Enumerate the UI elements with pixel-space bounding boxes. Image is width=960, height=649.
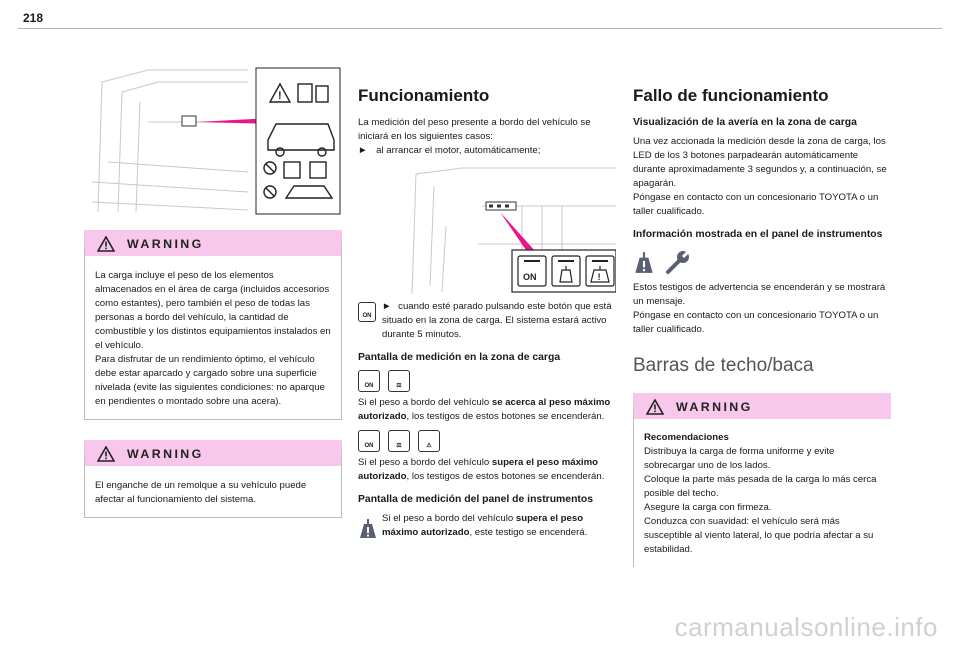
section-title-funcionamiento: Funcionamiento — [358, 86, 490, 105]
overload-button-lit-icon: ⚠ — [418, 430, 440, 452]
cargo-buttons-illustration — [382, 166, 616, 294]
icon-row-over-max — [358, 430, 616, 452]
left-column — [84, 62, 342, 518]
fault-instrument-text: Estos testigos de advertencia se encenderán y se mostrará un mensaje. Póngase en contacto con un concesionario TOYOTA o un taller cualificado. — [633, 282, 886, 335]
icon-row-near-max — [358, 370, 616, 392]
subsection-fault-instrument: Información mostrada en el panel de instrumentos — [633, 229, 883, 240]
warning-body: La carga incluye el peso de los elementos almacenados en el área de carga (incluidos accesorios como estantes), pero también el peso de todas las personas a bordo del vehículo, la cantidad de combustible y los distintos equipamientos instalados en el vehículo. Para disfrutar de un rendimiento óptimo, el vehículo debe estar aparcado y cargado sobre una superficie nivelada (evite las siguientes condiciones: no aparque en pendientes o montado sobre una acera). — [95, 270, 331, 407]
subsection-cargo-display: Pantalla de medición en la zona de carga — [358, 352, 561, 363]
warning-body: El enganche de un remolque a su vehículo puede afectar al funcionamiento del sistema. — [95, 480, 307, 505]
svg-text:!: ! — [597, 272, 601, 282]
fault-icons — [633, 249, 891, 275]
middle-column — [358, 62, 616, 540]
bullet-text: cuando esté parado pulsando este botón que está situado en la zona de carga. El sistema estará activo durante 5 minutos. — [382, 301, 612, 340]
warning-head — [97, 446, 204, 462]
warning-title: WARNING — [127, 447, 204, 461]
bullet-arrow-icon: ► — [382, 301, 392, 312]
svg-text:!: ! — [278, 90, 282, 102]
wrench-icon — [665, 249, 691, 275]
section-title-barras: Barras de techo/baca — [633, 355, 814, 376]
warning-body — [634, 419, 891, 567]
overload-warning-icon — [358, 516, 378, 540]
warning-title: WARNING — [676, 400, 753, 414]
bullet-text: al arrancar el motor, automáticamente; — [376, 145, 541, 156]
warning-triangle-icon — [646, 399, 664, 415]
warning-triangle-icon — [97, 446, 115, 462]
weight-button-lit-icon: ⚖ — [388, 370, 410, 392]
overload-warning-icon — [633, 249, 655, 275]
page-number: 218 — [23, 11, 44, 25]
warning-box-load — [84, 230, 342, 420]
fault-cargo-text: Una vez accionada la medición desde la zona de carga, los LED de los 3 botones parpadearán automáticamente durante aproximadamente 3 segundos y, a continuación, se apagarán. Póngase en contacto con un concesionario TOYOTA o un taller cualificado. — [633, 136, 887, 217]
svg-text:ON: ON — [523, 272, 537, 282]
on-button-lit-icon: ON — [358, 370, 380, 392]
near-max-text: Si el peso a bordo del vehículo se acerca al peso máximo autorizado, los testigos de estos botones se encenderán. — [358, 397, 611, 422]
warning-box-trailer — [84, 440, 342, 518]
subsection-fault-cargo: Visualización de la avería en la zona de carga — [633, 117, 857, 128]
warning-head — [646, 399, 753, 415]
on-button-lit-icon: ON — [358, 430, 380, 452]
watermark: carmanualsonline.info — [674, 612, 938, 642]
cargo-label-illustration — [88, 62, 342, 216]
bullet-button — [358, 300, 616, 342]
top-rule — [18, 28, 942, 29]
bullet-arrow-icon: ► — [358, 145, 368, 156]
section-title-fallo: Fallo de funcionamiento — [633, 86, 829, 105]
warning-text: Distribuya la carga de forma uniforme y evite sobrecargar uno de los lados. Coloque la parte más pesada de la carga lo más cerca posible del techo. Asegure la carga con firmeza. Conduzca con suavidad: el vehículo será más susceptible al viento lateral, lo que podría afectar a su estabilidad. — [644, 446, 877, 555]
weight-button-lit-icon: ⚖ — [388, 430, 410, 452]
warning-triangle-icon — [97, 236, 115, 252]
warning-box-roof — [633, 393, 891, 567]
bullet-engine-start — [358, 144, 616, 158]
on-button-icon: ON — [358, 302, 376, 322]
warning-heading: Recomendaciones — [644, 432, 729, 443]
instrument-warning-row — [358, 512, 616, 540]
subsection-instrument-display: Pantalla de medición del panel de instrumentos — [358, 494, 593, 505]
instrument-warning-text: Si el peso a bordo del vehículo supera el peso máximo autorizado, este testigo se encenderá. — [382, 513, 588, 538]
over-max-text: Si el peso a bordo del vehículo supera el peso máximo autorizado, los testigos de estos botones se encenderán. — [358, 457, 605, 482]
right-column — [633, 62, 891, 567]
intro-text: La medición del peso presente a bordo del vehículo se iniciará en los siguientes casos: — [358, 117, 591, 142]
warning-head — [97, 236, 204, 252]
warning-title: WARNING — [127, 237, 204, 251]
